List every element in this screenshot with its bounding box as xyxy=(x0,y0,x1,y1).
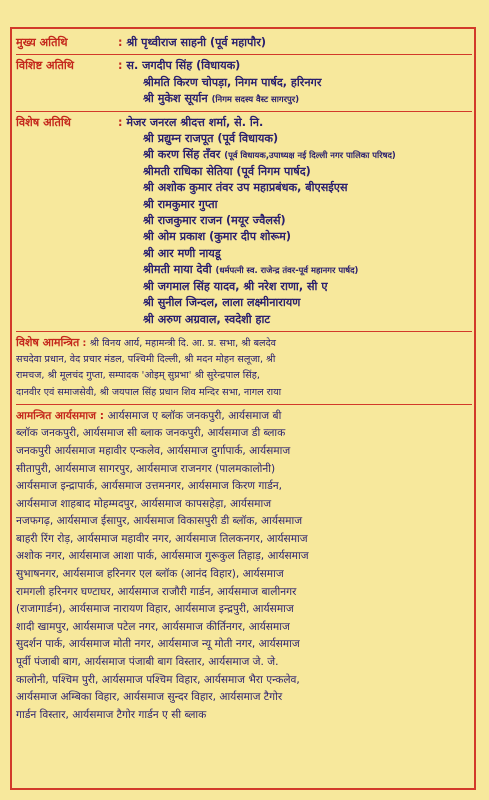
vip-guest-row: विशेष अतिथि : मेजर जनरल श्रीदत्त शर्मा, से. नि. xyxy=(16,115,472,131)
vip-guest-line: श्री जगमाल सिंह यादव, श्री नरेश राणा, सी ए xyxy=(143,279,328,293)
vip-guest-line: श्री ओम प्रकाश (कुमार दीप शोरूम) xyxy=(143,230,291,244)
invited-samaj-label: आमन्त्रित आर्यसमाज xyxy=(16,409,96,422)
vip-guest-line: श्री अशोक कुमार तंवर उप महाप्रबंधक, बीएसईएस xyxy=(143,181,348,195)
card-content xyxy=(16,35,472,724)
samaj-line: आर्यसमाज इन्द्रापार्क, आर्यसमाज उत्तमनगर, आर्यसमाज किरण गार्डन, xyxy=(16,480,283,493)
divider xyxy=(16,331,472,332)
samaj-line: गार्डन विस्तार, आर्यसमाज टैगोर गार्डन ए सी ब्लाक xyxy=(16,708,207,721)
vip-guest-line: श्री सुनील जिन्दल, लाला लक्ष्मीनारायण xyxy=(143,296,301,310)
special-invitees-label: विशेष आमन्त्रित xyxy=(16,335,80,349)
samaj-line: (राजागार्डन), आर्यसमाज नारायण विहार, आर्यसमाज इन्द्रपुरी, आर्यसमाज xyxy=(16,603,294,616)
samaj-line: आर्यसमाज शाहबाद मोहम्मदपुर, आर्यसमाज कापसहेड़ा, आर्यसमाज xyxy=(16,497,272,510)
divider xyxy=(16,54,472,55)
special-guest-row: विशिष्ट अतिथि : स. जगदीप सिंह (विधायक) xyxy=(16,58,472,74)
samaj-line: आर्यसमाज ए ब्लॉक जनकपुरी, आर्यसमाज बी xyxy=(107,409,282,422)
vip-guest-label: विशेष अतिथि xyxy=(16,115,71,129)
samaj-line: जनकपुरी आर्यसमाज महावीर एन्कलेव, आर्यसमाज दुर्गापार्क, आर्यसमाज xyxy=(16,444,291,457)
samaj-line: सुभाषनगर, आर्यसमाज हरिनगर एल ब्लॉक (आनंद विहार), आर्यसमाज xyxy=(16,568,284,581)
samaj-line: शादी खामपुर, आर्यसमाज पटेल नगर, आर्यसमाज कीर्तिनगर, आर्यसमाज xyxy=(16,620,290,633)
invitee-line: दानवीर एवं समाजसेवी, श्री जयपाल सिंह प्रधान शिव मन्दिर सभा, नागल राया xyxy=(16,386,282,398)
samaj-line: आर्यसमाज अम्बिका विहार, आर्यसमाज सुन्दर विहार, आर्यसमाज टैगोर xyxy=(16,691,283,704)
chief-guest-name: श्री पृथ्वीराज साहनी (पूर्व महापौर) xyxy=(126,36,267,49)
vip-guest-line: श्री आर मणी नायडू xyxy=(143,246,221,260)
special-guest-line: श्री मुकेश सूर्यान (निगम सदस्य वैस्ट सागरपुर) xyxy=(143,92,300,106)
samaj-line: सीतापुरी, आर्यसमाज सागरपुर, आर्यसमाज राजनगर (पालमकालोनी) xyxy=(16,462,276,475)
invitee-line: श्री विनय आर्य, महामन्त्री दि. आ. प्र. सभा, श्री बलदेव xyxy=(89,337,276,349)
special-guest-line: स. जगदीप सिंह (विधायक) xyxy=(126,59,241,73)
vip-guest-line: श्री राजकुमार राजन (मयूर ज्वैलर्स) xyxy=(143,214,286,228)
vip-guest-line: श्रीमती राधिका सेतिया (पूर्व निगम पार्षद) xyxy=(143,164,311,178)
special-guest-label: विशिष्ट अतिथि xyxy=(16,59,74,73)
samaj-line: अशोक नगर, आर्यसमाज आशा पार्क, आर्यसमाज गुरूकुल तिहाड़, आर्यसमाज xyxy=(16,550,309,563)
vip-guest-line: श्री प्रद्युम्न राजपूत (पूर्व विधायक) xyxy=(143,132,279,146)
samaj-line: ब्लॉक जनकपुरी, आर्यसमाज सी ब्लाक जनकपुरी, आर्यसमाज डी ब्लाक xyxy=(16,427,286,440)
vip-guest-line: मेजर जनरल श्रीदत्त शर्मा, से. नि. xyxy=(126,115,264,129)
invited-samaj: आमन्त्रित आर्यसमाज : आर्यसमाज ए ब्लॉक जनकपुरी, आर्यसमाज बी ब्लॉक जनकपुरी, आर्यसमाज सी ब्लाक जनकपुरी, आर्यसमाज डी ब्लाक जनकपुरी आर्यसमाज महावीर एन्कलेव, आर्यसमाज दुर्गापार्क, आर्यसमाज सीतापुरी, आर्यसमाज सागरपुर, आर्यसमाज राजनगर (पालमकालोनी) आर्यसमाज इन्द्रापार्क, आर्यसमाज उत्तमनगर, आर्यसमाज किरण गार्डन, आर्यसमाज शाहबाद मोहम्मदपुर, आर्यसमाज कापसहेड़ा, आर्यसमाज नजफगढ़, आर्यसमाज ईसापुर, आर्यसमाज विकासपुरी डी ब्लॉक, आर्यसमाज बाहरी रिंग रोड़, आर्यसमाज महावीर नगर, आर्यसमाज तिलकनगर, आर्यसमाज अशोक नगर, आर्यसमाज आशा पार्क, आर्यसमाज गुरूकुल तिहाड़, आर्यसमाज सुभाषनगर, आर्यसमाज हरिनगर एल ब्लॉक (आनंद विहार), आर्यसमाज रामगली हरिनगर घण्टाघर, आर्यसमाज राजौरी गार्डन, आर्यसमाज बालीनगर (राजागार्डन), आर्यसमाज नारायण विहार, आर्यसमाज इन्द्रपुरी, आर्यसमाज शादी खामपुर, आर्यसमाज पटेल नगर, आर्यसमाज कीर्तिनगर, आर्यसमाज सुदर्शन पार्क, आर्यसमाज मोती नगर, आर्यसमाज न्यू मोती नगर, आर्यसमाज पूर्वी पंजाबी बाग, आर्यसमाज पंजाबी बाग विस्तार, आर्यसमाज जे. जे. कालोनी, पश्चिम पुरी, आर्यसमाज पश्चिम विहार, आर्यसमाज भैरा एन्कलेव, आर्यसमाज अम्बिका विहार, आर्यसमाज सुन्दर विहार, आर्यसमाज टैगोर गार्डन विस्तार, आर्यसमाज टैगोर गार्डन ए सी ब्लाक xyxy=(16,408,472,725)
invitee-line: सचदेवा प्रधान, वेद प्रचार मंडल, पश्चिमी दिल्ली, श्री मदन मोहन सलूजा, श्री xyxy=(16,354,276,366)
special-guest-note: (निगम सदस्य वैस्ट सागरपुर) xyxy=(211,94,300,105)
vip-guest-note: (धर्मपत्नी स्व. राजेन्द्र तंवर-पूर्व महानगर पार्षद) xyxy=(215,265,359,276)
special-guest-line: श्रीमति किरण चोपड़ा, निगम पार्षद, हरिनगर xyxy=(143,75,322,89)
samaj-line: पूर्वी पंजाबी बाग, आर्यसमाज पंजाबी बाग विस्तार, आर्यसमाज जे. जे. xyxy=(16,656,279,669)
divider xyxy=(16,404,472,405)
samaj-line: सुदर्शन पार्क, आर्यसमाज मोती नगर, आर्यसमाज न्यू मोती नगर, आर्यसमाज xyxy=(16,638,300,651)
samaj-line: कालोनी, पश्चिम पुरी, आर्यसमाज पश्चिम विहार, आर्यसमाज भैरा एन्कलेव, xyxy=(16,673,300,686)
chief-guest-label: मुख्य अतिथि xyxy=(16,36,68,49)
vip-guest-line: श्री अरुण अग्रवाल, स्वदेशी हाट xyxy=(143,312,271,326)
vip-guest-note: (पूर्व विधायक,उपाध्यक्ष नई दिल्ली नगर पालिका परिषद) xyxy=(224,150,396,161)
vip-guest-line: श्रीमती माया देवी (धर्मपत्नी स्व. राजेन्द्र तंवर-पूर्व महानगर पार्षद) xyxy=(143,263,359,277)
samaj-line: रामगली हरिनगर घण्टाघर, आर्यसमाज राजौरी गार्डन, आर्यसमाज बालीनगर xyxy=(16,585,297,598)
vip-guest-line: श्री रामकुमार गुप्ता xyxy=(143,197,218,211)
invitee-line: रामचज, श्री मूलचंद गुप्ता, सम्पादक 'ओइम् सुप्रभा' श्री सुरेन्द्रपाल सिंह, xyxy=(16,370,260,382)
vip-guest-line: श्री करण सिंह तँवर (पूर्व विधायक,उपाध्यक्ष नई दिल्ली नगर पालिका परिषद) xyxy=(143,148,396,162)
samaj-line: बाहरी रिंग रोड़, आर्यसमाज महावीर नगर, आर्यसमाज तिलकनगर, आर्यसमाज xyxy=(16,532,308,545)
samaj-line: नजफगढ़, आर्यसमाज ईसापुर, आर्यसमाज विकासपुरी डी ब्लॉक, आर्यसमाज xyxy=(16,515,303,528)
chief-guest-row: मुख्य अतिथि : श्री पृथ्वीराज साहनी (पूर्व महापौर) xyxy=(16,35,472,51)
divider xyxy=(16,111,472,112)
special-invitees: विशेष आमन्त्रित : श्री विनय आर्य, महामन्त्री दि. आ. प्र. सभा, श्री बलदेव सचदेवा प्रधान, वेद प्रचार मंडल, पश्चिमी दिल्ली, श्री मदन मोहन सलूजा, श्री रामचज, श्री मूलचंद गुप्ता, सम्पादक 'ओइम् सुप्रभा' श्री सुरेन्द्रपाल सिंह, दानवीर एवं समाजसेवी, श्री जयपाल सिंह प्रधान शिव मन्दिर सभा, नागल राया xyxy=(16,335,472,401)
